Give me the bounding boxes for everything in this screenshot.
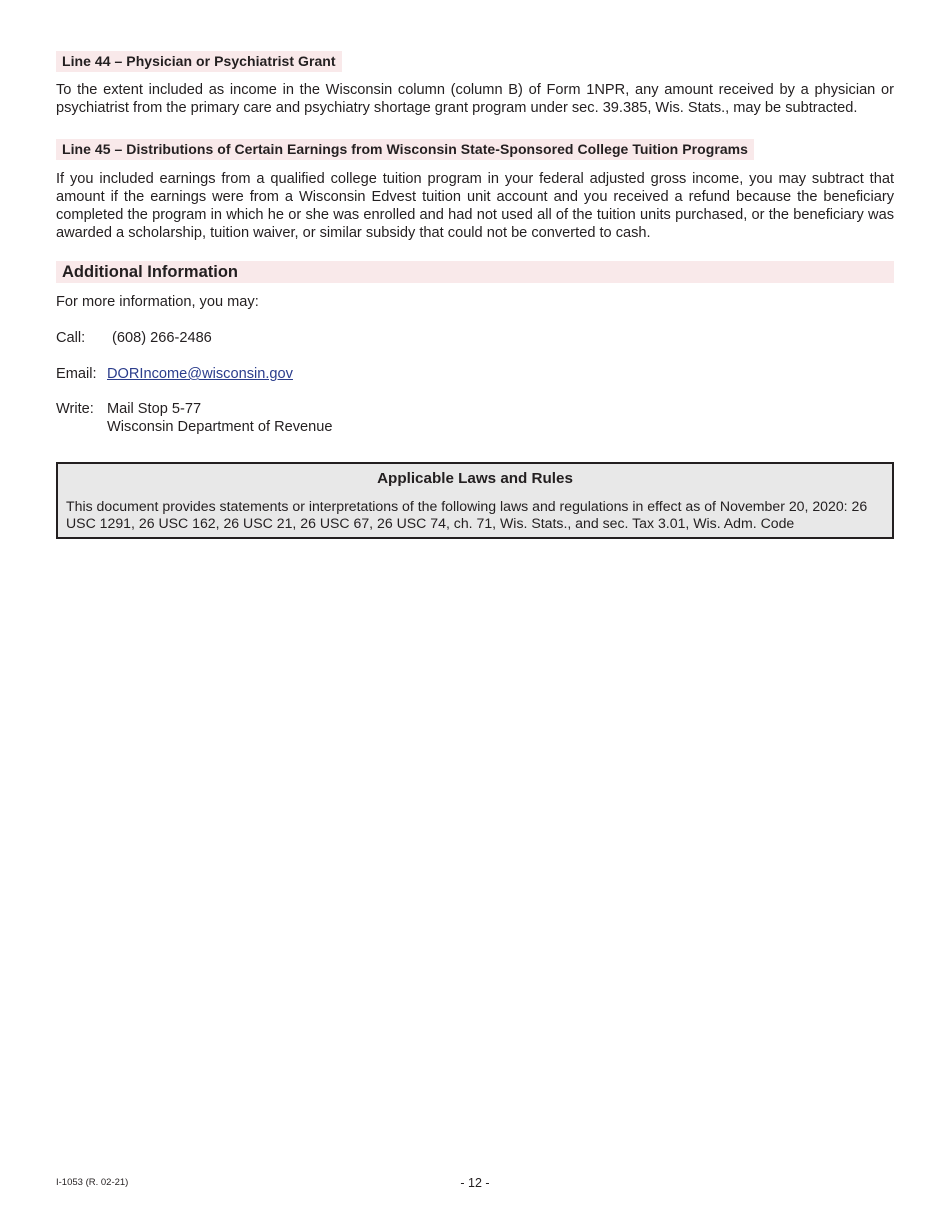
additional-info-intro: For more information, you may: bbox=[56, 294, 259, 310]
line45-body: If you included earnings from a qualified college tuition program in your federal adjusted gross income, you may subtract that amount if the earnings were from a Wisconsin Edvest tuition unit account and you received a refund because the beneficiary completed the program in which he or she was enrolled and had not used all of the tuition units purchased, or the beneficiary was awarded a scholarship, tuition waiver, or similar subsidy that could not be converted to cash. bbox=[56, 171, 894, 241]
line44-heading: Line 44 – Physician or Psychiatrist Grant bbox=[56, 51, 342, 72]
call-row bbox=[56, 329, 456, 347]
email-label: Email: bbox=[56, 366, 97, 382]
applicable-laws-title: Applicable Laws and Rules bbox=[377, 470, 573, 487]
write-line-2: Wisconsin Department of Revenue bbox=[107, 419, 333, 435]
call-value[interactable]: (608) 266-2486 bbox=[112, 330, 212, 346]
line45-section bbox=[56, 139, 754, 160]
line44-body: To the extent included as income in the Wisconsin column (column B) of Form 1NPR, any amount received by a physician or psychiatrist from the primary care and psychiatry shortage grant program under sec. 39.385, Wis. Stats., may be subtracted. bbox=[56, 82, 894, 116]
email-link[interactable]: DORIncome@wisconsin.gov bbox=[107, 366, 293, 382]
write-label: Write: bbox=[56, 401, 94, 417]
write-line-1: Mail Stop 5-77 bbox=[107, 401, 202, 417]
call-label: Call: bbox=[56, 330, 86, 346]
applicable-laws-body: This document provides statements or interpretations of the following laws and regulations in effect as of November 20, 2020: 26 USC 1291, 26 USC 162, 26 USC 21, 26 USC 67, 26 USC 74, ch. 71, Wis. Stats., and sec. Tax 3.01, Wis. Adm. Code bbox=[66, 498, 868, 531]
applicable-laws-box bbox=[56, 462, 894, 539]
additional-info-heading: Additional Information bbox=[56, 261, 894, 283]
line45-heading: Line 45 – Distributions of Certain Earnings from Wisconsin State-Sponsored College Tuition Programs bbox=[56, 139, 754, 160]
line44-section bbox=[56, 51, 342, 72]
page-number: - 12 - bbox=[460, 1176, 490, 1190]
write-row bbox=[56, 400, 456, 438]
email-row bbox=[56, 365, 456, 383]
form-code: I-1053 (R. 02-21) bbox=[56, 1177, 129, 1188]
